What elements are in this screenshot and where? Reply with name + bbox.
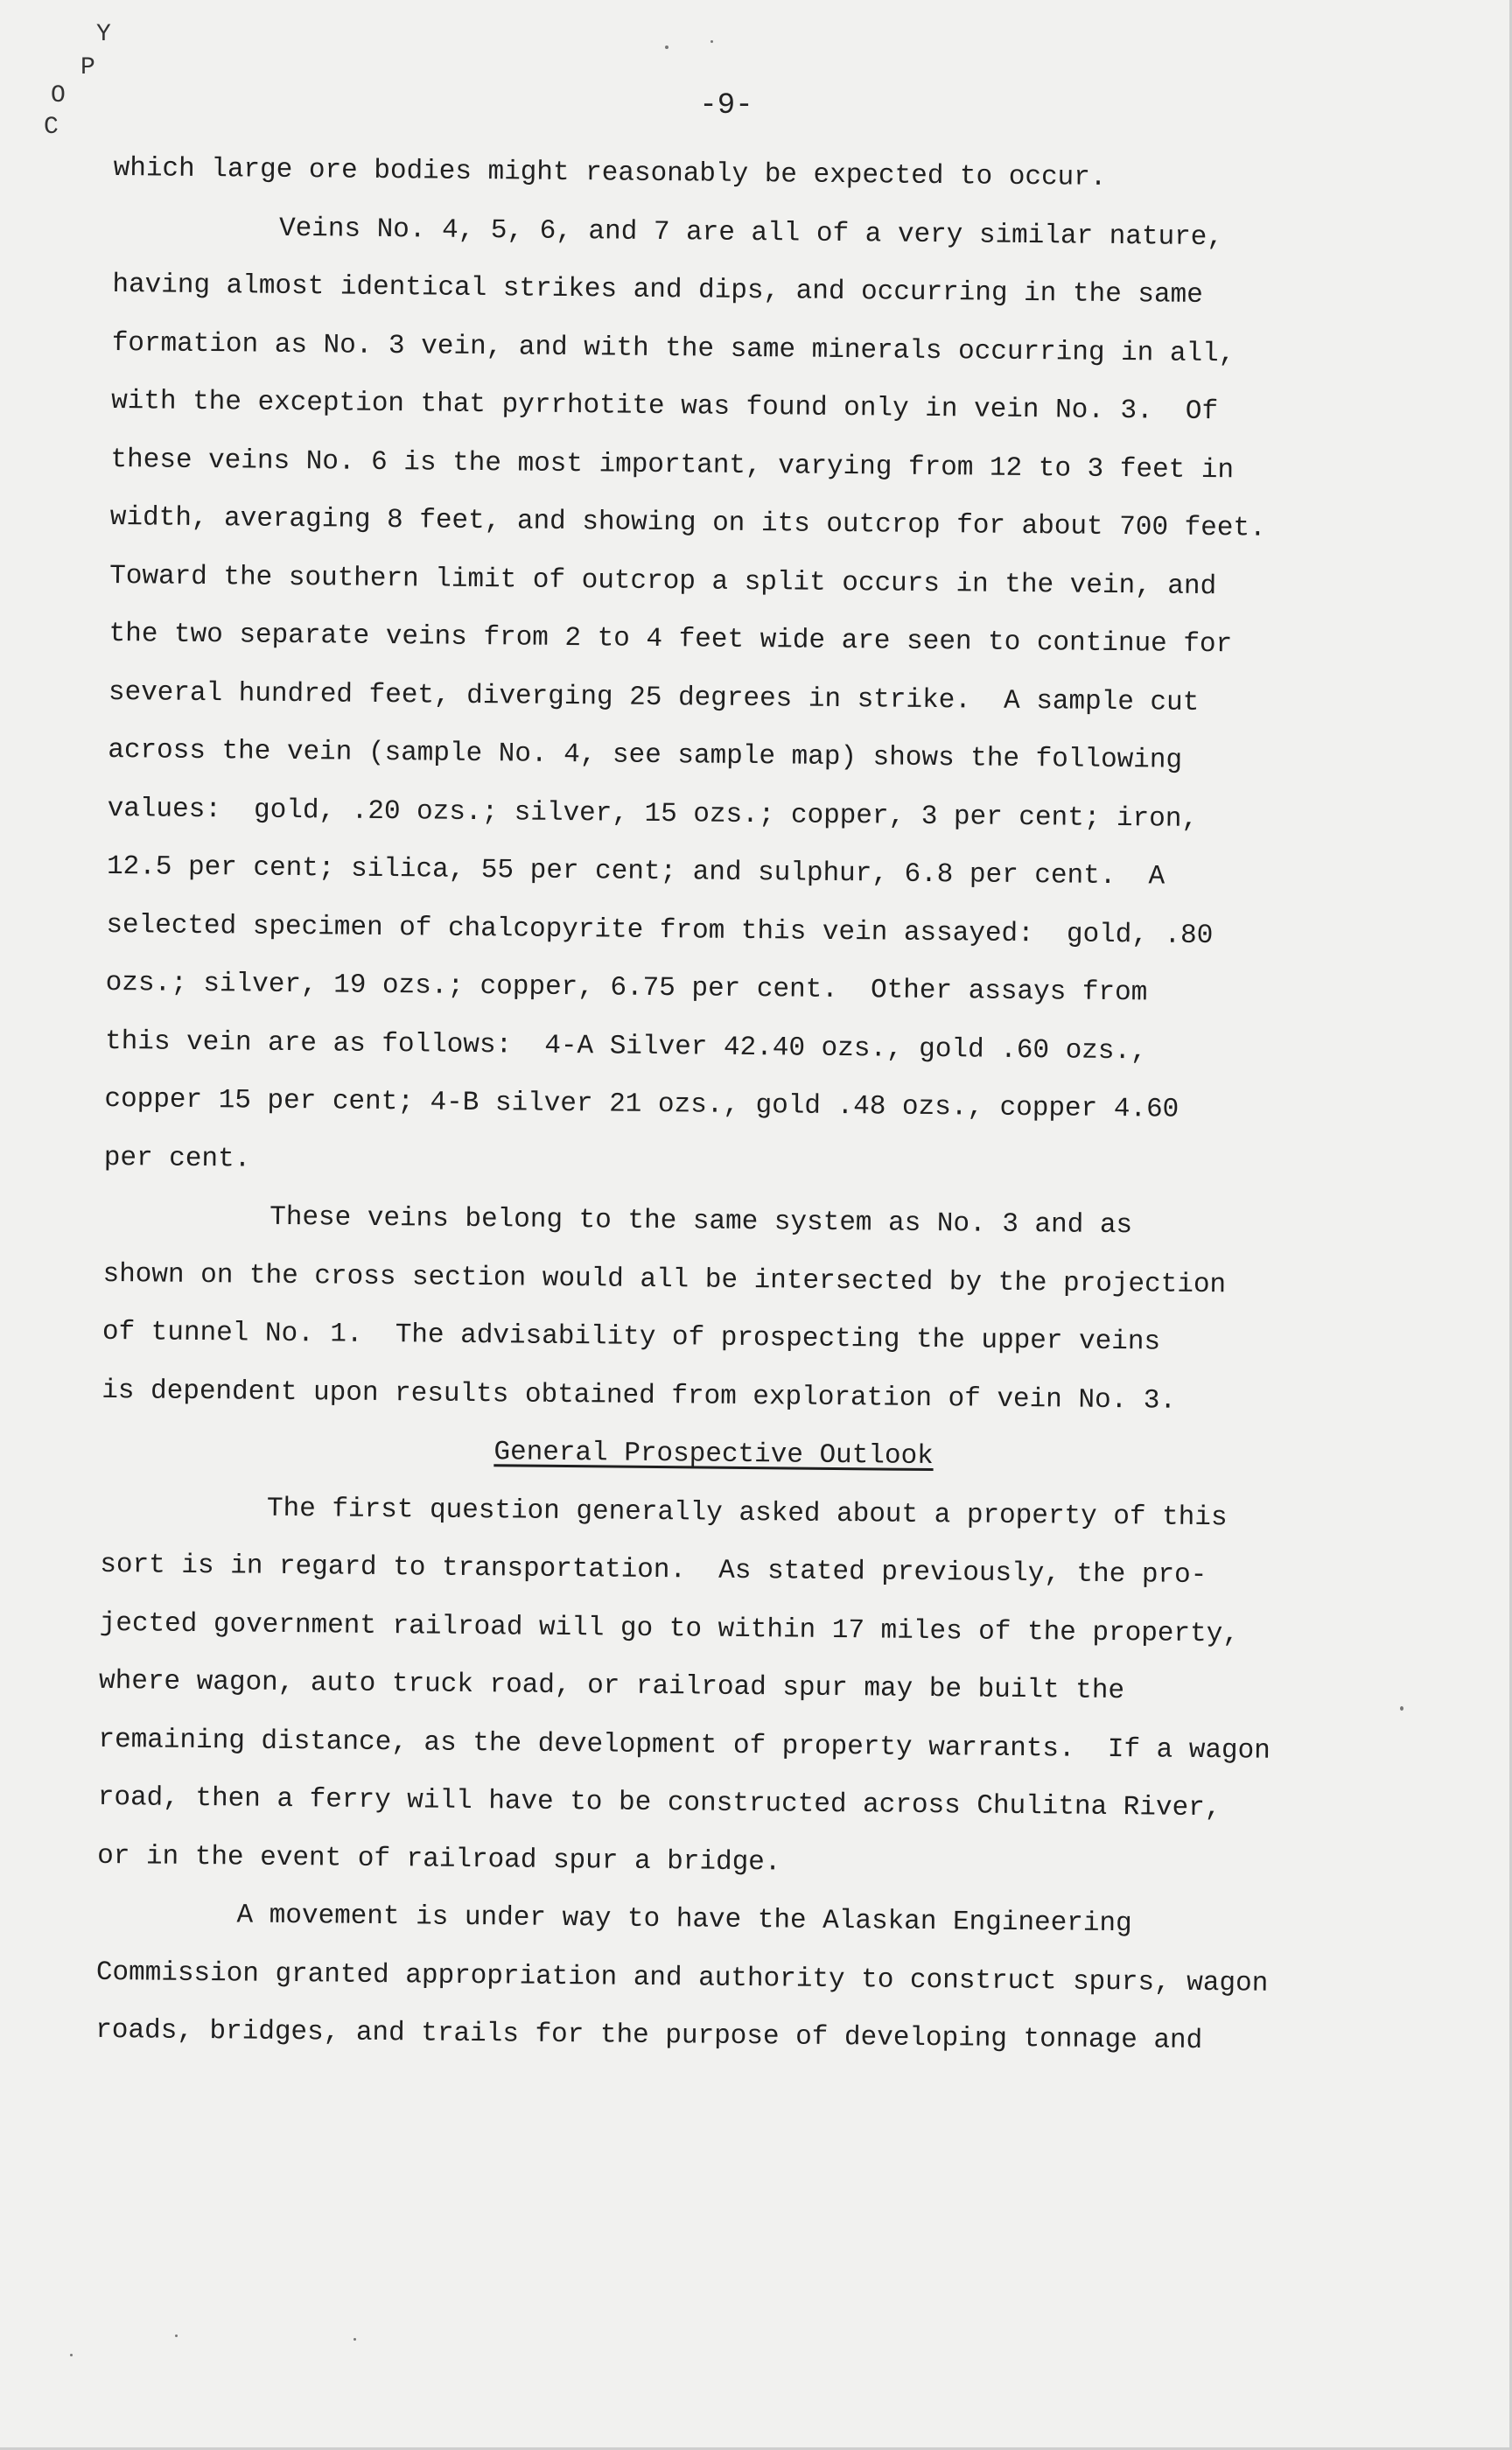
text-line: is dependent upon results obtained from exploration of vein No. 3. bbox=[102, 1375, 1177, 1417]
section-heading-text: General Prospective Outlook bbox=[494, 1437, 934, 1473]
text-line: several hundred feet, diverging 25 degrees in strike. A sample cut bbox=[108, 676, 1200, 718]
text-line: ozs.; silver, 19 ozs.; copper, 6.75 per cent. Other assays from bbox=[105, 967, 1148, 1009]
paper-speck bbox=[1400, 1706, 1404, 1711]
text-line: having almost identical strikes and dips, and occurring in the same bbox=[112, 269, 1203, 311]
text-line: 12.5 per cent; silica, 55 per cent; and sulphur, 6.8 per cent. A bbox=[106, 850, 1166, 892]
text-line: values: gold, .20 ozs.; silver, 15 ozs.; copper, 3 per cent; iron, bbox=[107, 793, 1199, 835]
paper-speck bbox=[70, 2354, 73, 2356]
paper-speck bbox=[175, 2334, 178, 2337]
text-line: per cent. bbox=[103, 1142, 251, 1175]
text-line: The first question generally asked about a property of this bbox=[266, 1493, 1228, 1533]
text-line: road, then a ferry will have to be constructed across Chulitna River, bbox=[97, 1782, 1222, 1824]
paragraph-vein-system bbox=[102, 1187, 1416, 1432]
text-line: Commission granted appropriation and authority to construct spurs, wagon bbox=[95, 1956, 1269, 1999]
margin-mark-y: Y bbox=[96, 21, 111, 48]
text-line: Toward the southern limit of outcrop a split occurs in the vein, and bbox=[109, 560, 1217, 602]
text-line: the two separate veins from 2 to 4 feet wide are seen to continue for bbox=[108, 618, 1233, 661]
margin-mark-c: C bbox=[44, 114, 59, 141]
text-line: with the exception that pyrrhotite was found only in vein No. 3. Of bbox=[110, 385, 1219, 428]
text-line: roads, bridges, and trails for the purpose of developing tonnage and bbox=[95, 2014, 1203, 2057]
margin-mark-o: O bbox=[51, 82, 66, 109]
typewritten-body bbox=[95, 140, 1426, 2073]
paragraph-veins-description bbox=[104, 198, 1426, 1200]
text-line: A movement is under way to have the Alaskan Engineering bbox=[236, 1900, 1132, 1940]
text-line: this vein are as follows: 4-A Silver 42.40 ozs., gold .60 ozs., bbox=[104, 1026, 1147, 1067]
paper-speck bbox=[665, 46, 668, 49]
page-number: -9- bbox=[699, 89, 753, 122]
text-line: formation as No. 3 vein, and with the same minerals occurring in all, bbox=[111, 327, 1236, 369]
text-line: or in the event of railroad spur a bridge. bbox=[97, 1840, 781, 1878]
text-line: across the vein (sample No. 4, see sample map) shows the following bbox=[108, 734, 1183, 776]
text-line: remaining distance, as the development of property warrants. If a wagon bbox=[98, 1724, 1270, 1767]
margin-mark-p: P bbox=[80, 54, 95, 81]
paragraph-commission bbox=[95, 1886, 1410, 2073]
text-line: where wagon, auto truck road, or railroad spur may be built the bbox=[98, 1665, 1125, 1707]
text-line: these veins No. 6 is the most important, varying from 12 to 3 feet in bbox=[110, 444, 1235, 486]
text-line: of tunnel No. 1. The advisability of prospecting the upper veins bbox=[102, 1316, 1161, 1358]
text-line: shown on the cross section would all be intersected by the projection bbox=[102, 1258, 1227, 1300]
text-line: copper 15 per cent; 4-B silver 21 ozs., gold .48 ozs., copper 4.60 bbox=[104, 1083, 1180, 1125]
text-line: Veins No. 4, 5, 6, and 7 are all of a very similar nature, bbox=[278, 213, 1224, 253]
text-line: width, averaging 8 feet, and showing on its outcrop for about 700 feet. bbox=[109, 501, 1266, 544]
text-line: These veins belong to the same system as No. 3 and as bbox=[270, 1201, 1133, 1242]
paper-speck bbox=[354, 2338, 356, 2341]
paragraph-transportation bbox=[97, 1478, 1413, 1898]
text-line: jected government railroad will go to within 17 miles of the property, bbox=[99, 1607, 1240, 1649]
paper-speck bbox=[710, 40, 713, 43]
text-line: sort is in regard to transportation. As stated previously, the pro- bbox=[100, 1549, 1208, 1592]
text-line: selected specimen of chalcopyrite from this vein assayed: gold, .80 bbox=[106, 909, 1214, 951]
text-line: which large ore bodies might reasonably be expected to occur. bbox=[113, 152, 1107, 193]
